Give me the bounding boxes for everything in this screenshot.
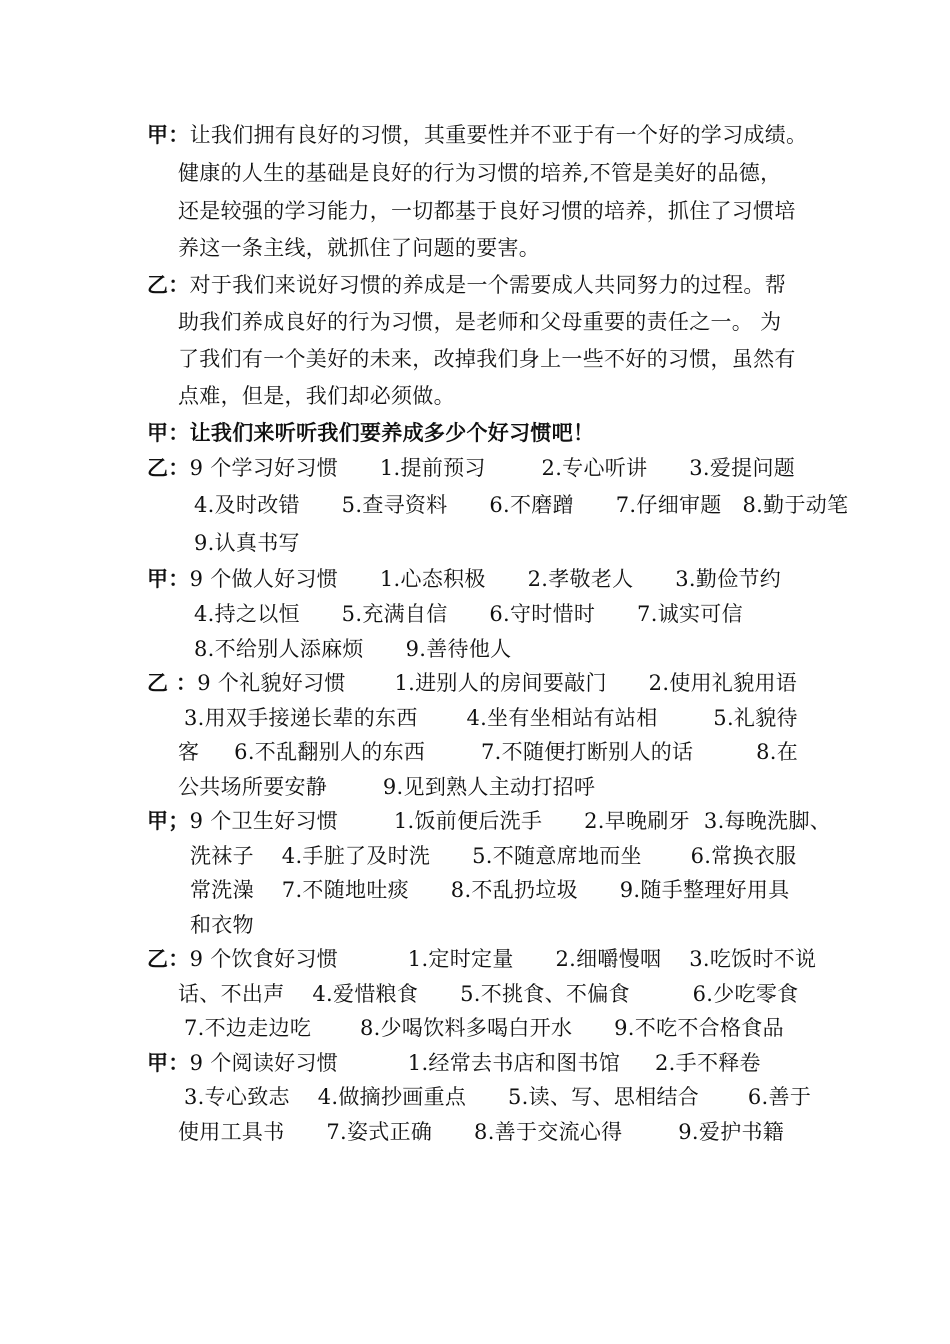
speaker-label: 乙 ： — [147, 670, 198, 695]
speaker-label: 乙： — [147, 455, 190, 480]
line-text: 公共场所要安静 9.见到熟人主动打招呼 — [178, 775, 596, 799]
text-line — [147, 453, 795, 483]
line-text: 使用工具书 7.姿式正确 8.善于交流心得 9.爱护书籍 — [178, 1120, 785, 1144]
speaker-label: 甲： — [147, 122, 190, 147]
text-line — [178, 1117, 784, 1147]
line-text: 助我们养成良好的行为习惯，是老师和父母重要的责任之一。 为 — [178, 310, 782, 334]
line-text: 洗袜子 4.手脏了及时洗 5.不随意席地而坐 6.常换衣服 — [190, 844, 797, 868]
line-text: 对于我们来说好习惯的养成是一个需要成人共同努力的过程。帮 — [189, 273, 787, 297]
text-line — [147, 418, 594, 448]
text-line — [190, 910, 254, 940]
text-line — [147, 1048, 761, 1078]
text-line — [147, 806, 831, 836]
line-text: 常洗澡 7.不随地吐痰 8.不乱扔垃圾 9.随手整理好用具 — [190, 878, 790, 902]
speaker-label: 甲： — [147, 1050, 190, 1075]
text-line — [194, 599, 743, 629]
text-line — [184, 1013, 784, 1043]
speaker-label: 乙： — [147, 272, 190, 297]
line-text: 9 个做人好习惯 1.心态积极 2.孝敬老人 3.勤俭节约 — [189, 567, 782, 591]
text-line — [178, 233, 540, 263]
text-line — [190, 875, 790, 905]
text-line — [178, 196, 796, 226]
line-text: 养这一条主线，就抓住了问题的要害。 — [178, 236, 541, 260]
text-line — [194, 490, 848, 520]
line-text: 客 6.不乱翻别人的东西 7.不随便打断别人的话 8.在 — [178, 740, 799, 764]
text-line — [194, 634, 511, 664]
text-line — [147, 564, 781, 594]
speaker-label: 甲； — [147, 808, 190, 833]
text-line — [147, 270, 786, 300]
text-line — [184, 1082, 811, 1112]
speaker-label: 甲： — [147, 420, 190, 445]
line-text: 9.认真书写 — [194, 531, 300, 555]
text-line — [147, 668, 797, 698]
text-line — [178, 381, 455, 411]
line-text: 4.及时改错 5.查寻资料 6.不磨蹭 7.仔细审题 8.勤于动笔 — [194, 493, 849, 517]
text-line — [178, 979, 798, 1009]
line-text: 健康的人生的基础是良好的行为习惯的培养,不管是美好的品德， — [178, 161, 782, 185]
line-text: 9 个卫生好习惯 1.饭前便后洗手 2.早晚刷牙 3.每晚洗脚、 — [189, 809, 832, 833]
speaker-label: 甲： — [147, 566, 190, 591]
line-text: 3.用双手接递长辈的东西 4.坐有坐相站有站相 5.礼貌待 — [184, 706, 798, 730]
text-line — [147, 944, 816, 974]
line-text: 3.专心致志 4.做摘抄画重点 5.读、写、思相结合 6.善于 — [184, 1085, 812, 1109]
text-line — [178, 772, 595, 802]
line-text: 了我们有一个美好的未来，改掉我们身上一些不好的习惯，虽然有 — [178, 347, 796, 371]
text-line — [178, 344, 796, 374]
line-text: 话、不出声 4.爱惜粮食 5.不挑食、不偏食 6.少吃零食 — [178, 982, 799, 1006]
line-text: 9 个饮食好习惯 1.定时定量 2.细嚼慢咽 3.吃饭时不说 — [189, 947, 817, 971]
line-text: 让我们来听听我们要养成多少个好习惯吧！ — [189, 420, 595, 445]
text-line — [178, 737, 798, 767]
line-text: 让我们拥有良好的习惯，其重要性并不亚于有一个好的学习成绩。 — [189, 123, 808, 147]
line-text: 和衣物 — [190, 913, 254, 937]
line-text: 9 个阅读好习惯 1.经常去书店和图书馆 2.手不释卷 — [189, 1051, 761, 1075]
line-text: 还是较强的学习能力，一切都基于良好习惯的培养，抓住了习惯培 — [178, 199, 796, 223]
line-text: 点难，但是，我们却必须做。 — [178, 384, 455, 408]
line-text: 4.持之以恒 5.充满自信 6.守时惜时 7.诚实可信 — [194, 602, 743, 626]
speaker-label: 乙： — [147, 946, 190, 971]
line-text: 8.不给别人添麻烦 9.善待他人 — [194, 637, 512, 661]
text-line — [178, 307, 781, 337]
text-line — [190, 841, 797, 871]
text-line — [178, 158, 781, 188]
text-line — [194, 528, 300, 558]
line-text: 9 个礼貌好习惯 1.进别人的房间要敲门 2.使用礼貌用语 — [197, 671, 798, 695]
line-text: 9 个学习好习惯 1.提前预习 2.专心听讲 3.爱提问题 — [189, 456, 796, 480]
text-line — [184, 703, 798, 733]
text-line — [147, 120, 807, 150]
line-text: 7.不边走边吃 8.少喝饮料多喝白开水 9.不吃不合格食品 — [184, 1016, 784, 1040]
